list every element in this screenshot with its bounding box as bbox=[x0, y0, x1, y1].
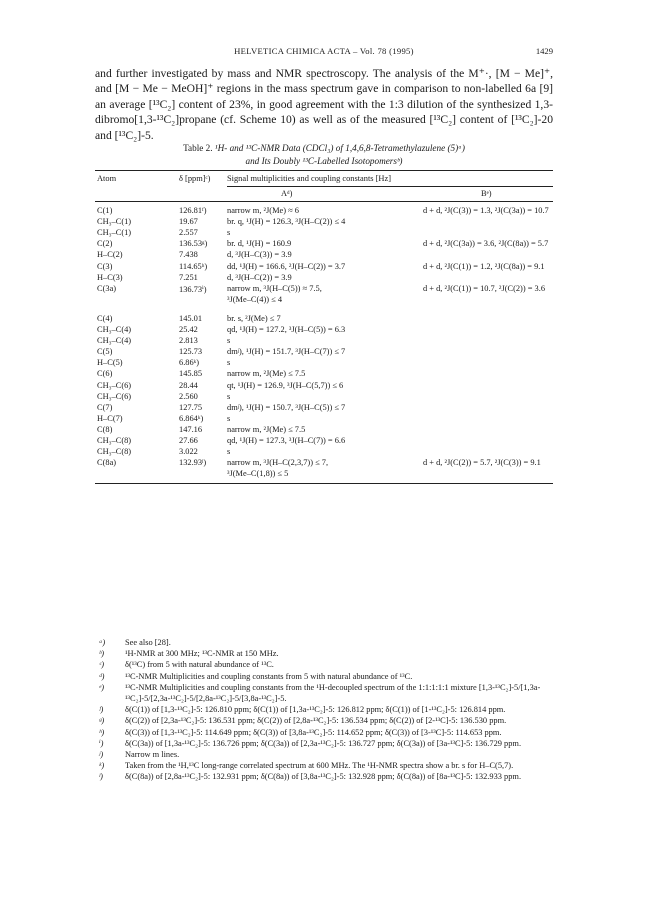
footnote-text: δ(C(8a)) of [2,8a-¹³C₂]-5: 132.931 ppm; δ(C(8a)) of [3,8a-¹³C₂]-5: 132.928 ppm; δ(C(8a)) of [8a-¹³C]-5: 132.933 ppm. bbox=[125, 772, 522, 782]
delta-cell: 2.560 bbox=[179, 391, 198, 401]
multiplicity-a-cell: s bbox=[227, 336, 231, 346]
delta-cell: 6.86ᵏ) bbox=[179, 358, 200, 368]
header-atom: Atom bbox=[97, 174, 117, 183]
table-row bbox=[95, 425, 553, 436]
atom-cell: H–C(3) bbox=[97, 272, 123, 282]
table-row bbox=[95, 273, 553, 284]
caption-title: ¹H- and ¹³C-NMR Data (CDCl₃) of 1,4,6,8-Tetramethylazulene (5)ᵃ) bbox=[214, 143, 465, 153]
table-row bbox=[95, 325, 553, 336]
multiplicity-a-cell: qt, ¹J(H) = 126.9, ³J(H–C(5,7)) ≤ 6 bbox=[227, 380, 344, 390]
footnote bbox=[95, 637, 553, 648]
table-row bbox=[95, 414, 553, 425]
delta-cell: 127.75 bbox=[179, 402, 203, 412]
table-row bbox=[95, 295, 553, 306]
journal-title: HELVETICA CHIMICA ACTA – Vol. 78 (1995) bbox=[234, 46, 414, 56]
caption-line-2: and Its Doubly ¹³C-Labelled Isotopomersᵇ) bbox=[245, 155, 403, 166]
footnote-mark: ᵈ) bbox=[99, 671, 105, 681]
atom-cell: C(4) bbox=[97, 313, 113, 323]
multiplicity-a-cell: dmʲ), ¹J(H) = 150.7, ³J(H–C(5)) ≤ 7 bbox=[227, 402, 346, 412]
footnote-mark: ᵇ) bbox=[99, 649, 105, 659]
footnote-mark: ˡ) bbox=[99, 772, 103, 782]
intro-paragraph: and further investigated by mass and NMR spectroscopy. The analysis of the M⁺·, [M − Me]⁺, and [M − Me − MeOH]⁺ regions in the mass spectrum gave in comparison to non-labelled 6a [9] an average [¹³C₂] content of 23%, in good agreement with the 1:3 dilution of the synthesized 1,3-dibromo[1,3-¹³C₂]propane (cf. Scheme 10) as well as of the measured [¹³C₂] content of [¹³C₂]-20 and [¹³C₂]-5. bbox=[95, 67, 553, 142]
footnote-text: δ(C(3)) of [1,3-¹³C₂]-5: 114.649 ppm; δ(C(3)) of [3,8a-¹³C₂]-5: 114.652 ppm; δ(C(3)) of [3-¹³C]-5: 114.653 ppm. bbox=[125, 727, 502, 737]
delta-cell: 6.864ᵏ) bbox=[179, 413, 204, 423]
multiplicity-a-cell: narrow m, ²J(Me) ≤ 7.5 bbox=[227, 369, 306, 379]
footnote-text: ¹³C-NMR Multiplicities and coupling constants from 5 with natural abundance of ¹³C. bbox=[125, 671, 413, 681]
header-signal: Signal multiplicities and coupling constants [Hz] bbox=[227, 174, 391, 183]
footnote bbox=[95, 771, 553, 782]
multiplicity-a-cell: s bbox=[227, 447, 231, 457]
table-row bbox=[95, 314, 553, 325]
atom-cell: CH₃–C(4) bbox=[97, 325, 132, 334]
multiplicity-b-cell: d + d, ²J(C(1)) = 1.2, ²J(C(8a)) = 9.1 bbox=[423, 261, 545, 271]
caption-lead: Table 2. bbox=[183, 143, 213, 153]
multiplicity-a-cell: br. s, ²J(Me) ≤ 7 bbox=[227, 313, 281, 323]
multiplicity-a-cell: ³J(Me–C(1,8)) ≤ 5 bbox=[227, 469, 289, 479]
atom-cell: C(8) bbox=[97, 424, 113, 434]
delta-cell: 2.557 bbox=[179, 228, 198, 238]
table-row bbox=[95, 381, 553, 392]
table-row bbox=[95, 250, 553, 261]
delta-cell: 7.438 bbox=[179, 250, 198, 260]
footnote bbox=[95, 671, 553, 682]
table-bottom-rule bbox=[95, 483, 553, 484]
table-row bbox=[95, 392, 553, 403]
footnote-mark: ʰ) bbox=[99, 727, 105, 737]
atom-cell: C(8a) bbox=[97, 458, 117, 468]
multiplicity-b-cell: d + d, ²J(C(1)) = 10.7, ²J(C(2)) = 3.6 bbox=[423, 283, 546, 293]
table-row bbox=[95, 228, 553, 239]
delta-cell: 145.85 bbox=[179, 369, 203, 379]
table-row bbox=[95, 347, 553, 358]
multiplicity-a-cell: dd, ¹J(H) = 166.6, ²J(H–C(2)) = 3.7 bbox=[227, 261, 346, 271]
footnote-mark: ᵍ) bbox=[99, 716, 105, 726]
footnote bbox=[95, 715, 553, 726]
delta-cell: 27.66 bbox=[179, 436, 198, 445]
delta-cell: 126.81ᶠ) bbox=[179, 206, 207, 215]
table-row bbox=[95, 403, 553, 414]
delta-cell: 114.65ʰ) bbox=[179, 261, 208, 271]
multiplicity-a-cell: d, ³J(H–C(2)) = 3.9 bbox=[227, 272, 292, 282]
delta-cell: 136.73ⁱ) bbox=[179, 284, 207, 294]
header-sub-rule bbox=[227, 186, 553, 187]
delta-cell: 2.813 bbox=[179, 336, 198, 346]
atom-cell: CH₃–C(8) bbox=[97, 447, 132, 457]
atom-cell: C(2) bbox=[97, 239, 113, 249]
multiplicity-a-cell: ³J(Me–C(4)) ≤ 4 bbox=[227, 294, 283, 304]
footnote-text: δ(C(1)) of [1,3-¹³C₂]-5: 126.810 ppm; δ(C(1)) of [1,3a-¹³C₂]-5: 126.812 ppm; δ(C(1)) of [1-¹³C₂]-5: 126.814 ppm. bbox=[125, 705, 506, 715]
delta-cell: 136.53ᵍ) bbox=[179, 239, 208, 249]
delta-cell: 132.93ˡ) bbox=[179, 458, 207, 468]
footnote-text: Taken from the ¹H,¹³C long-range correlated spectrum at 600 MHz. The ¹H-NMR spectra show a br. s for H–C(5,7). bbox=[125, 761, 514, 771]
footnote-mark: ᶠ) bbox=[99, 705, 104, 715]
caption-line-1 bbox=[95, 142, 553, 155]
multiplicity-a-cell: dmʲ), ¹J(H) = 151.7, ³J(H–C(7)) ≤ 7 bbox=[227, 347, 346, 357]
multiplicity-a-cell: br. q, ¹J(H) = 126.3, ³J(H–C(2)) ≤ 4 bbox=[227, 217, 346, 227]
footnote-mark: ʲ) bbox=[99, 750, 104, 760]
delta-cell: 19.67 bbox=[179, 217, 198, 227]
multiplicity-a-cell: qd, ¹J(H) = 127.3, ³J(H–C(7)) = 6.6 bbox=[227, 436, 346, 445]
multiplicity-b-cell: d + d, ²J(C(3a)) = 3.6, ²J(C(8a)) = 5.7 bbox=[423, 239, 549, 249]
footnote bbox=[95, 738, 553, 749]
table-row bbox=[95, 469, 553, 480]
footnote-mark: ᶜ) bbox=[99, 660, 104, 670]
atom-cell: CH₃–C(1) bbox=[97, 228, 132, 238]
table-row bbox=[95, 336, 553, 347]
atom-cell: C(1) bbox=[97, 206, 113, 215]
footnote-text: δ(¹³C) from 5 with natural abundance of ¹³C. bbox=[125, 660, 274, 670]
footnote bbox=[95, 682, 553, 704]
table-row bbox=[95, 447, 553, 458]
multiplicity-a-cell: qd, ¹J(H) = 127.2, ³J(H–C(5)) = 6.3 bbox=[227, 325, 346, 334]
multiplicity-a-cell: d, ³J(H–C(3)) = 3.9 bbox=[227, 250, 292, 260]
multiplicity-a-cell: s bbox=[227, 391, 231, 401]
footnote bbox=[95, 760, 553, 771]
header-delta: δ [ppm]ᶜ) bbox=[179, 174, 211, 183]
atom-cell: C(3) bbox=[97, 261, 113, 271]
footnote-mark: ⁱ) bbox=[99, 738, 104, 748]
atom-cell: CH₃–C(8) bbox=[97, 436, 132, 445]
atom-cell: CH₃–C(4) bbox=[97, 336, 132, 346]
multiplicity-a-cell: s bbox=[227, 228, 231, 238]
multiplicity-a-cell: br. d, ¹J(H) = 160.9 bbox=[227, 239, 292, 249]
table-row bbox=[95, 217, 553, 228]
table-caption bbox=[95, 142, 553, 167]
footnote-text: ¹³C-NMR Multiplicities and coupling constants from the ¹H-decoupled spectrum of the 1:1:1:1:1 mixture [1,3-¹³C₂]-5/[1,3a-¹³C₂]-5/[2,3a-¹³C₂]-5/[2,8a-¹³C₂]-5/[3,8a-¹³C₂]-5. bbox=[125, 682, 541, 704]
atom-cell: C(5) bbox=[97, 347, 113, 357]
header-sub-b: Bᵉ) bbox=[481, 189, 492, 198]
atom-cell: H–C(2) bbox=[97, 250, 123, 260]
header-sub-a: Aᵈ) bbox=[281, 189, 293, 198]
footnote-text: δ(C(2)) of [2,3a-¹³C₂]-5: 136.531 ppm; δ(C(2)) of [2,8a-¹³C₂]-5: 136.534 ppm; δ(C(2)) of [2-¹³C]-5: 136.530 ppm. bbox=[125, 716, 507, 726]
multiplicity-a-cell: narrow m, ²J(Me) ≤ 7.5 bbox=[227, 424, 306, 434]
multiplicity-a-cell: s bbox=[227, 413, 231, 423]
multiplicity-a-cell: narrow m, ²J(Me) ≈ 6 bbox=[227, 206, 299, 215]
delta-cell: 125.73 bbox=[179, 347, 203, 357]
footnote-mark: ᵉ) bbox=[99, 682, 104, 692]
table-row bbox=[95, 436, 553, 447]
delta-cell: 3.022 bbox=[179, 447, 198, 457]
header-bottom-rule bbox=[95, 201, 553, 202]
table-row bbox=[95, 369, 553, 380]
footnote-text: δ(C(3a)) of [1,3a-¹³C₂]-5: 136.726 ppm; δ(C(3a)) of [2,3a-¹³C₂]-5: 136.727 ppm; δ(C(3a)) of [3a-¹³C]-5: 136.729 ppm. bbox=[125, 738, 522, 748]
atom-cell: CH₃–C(6) bbox=[97, 391, 132, 401]
delta-cell: 28.44 bbox=[179, 380, 198, 390]
multiplicity-a-cell: s bbox=[227, 358, 231, 368]
footnote-text: Narrow m lines. bbox=[125, 750, 180, 760]
table-row bbox=[95, 284, 553, 295]
delta-cell: 25.42 bbox=[179, 325, 198, 334]
footnote bbox=[95, 727, 553, 738]
atom-cell: CH₃–C(6) bbox=[97, 380, 132, 390]
multiplicity-a-cell: narrow m, ³J(H–C(5)) ≈ 7.5, bbox=[227, 283, 322, 293]
delta-cell: 147.16 bbox=[179, 424, 203, 434]
atom-cell: H–C(7) bbox=[97, 413, 123, 423]
footnote-mark: ᵏ) bbox=[99, 761, 105, 771]
delta-cell: 145.01 bbox=[179, 313, 203, 323]
table-row bbox=[95, 239, 553, 250]
page-number: 1429 bbox=[535, 46, 553, 56]
table-row bbox=[95, 262, 553, 273]
footnote-text: ¹H-NMR at 300 MHz; ¹³C-NMR at 150 MHz. bbox=[125, 649, 279, 659]
footnote bbox=[95, 749, 553, 760]
atom-cell: C(3a) bbox=[97, 283, 117, 293]
footnote-text: See also [28]. bbox=[125, 638, 171, 647]
footnotes bbox=[95, 637, 553, 783]
footnote bbox=[95, 648, 553, 659]
multiplicity-b-cell: d + d, ²J(C(3)) = 1.3, ²J(C(3a)) = 10.7 bbox=[423, 206, 549, 215]
delta-cell: 7.251 bbox=[179, 272, 198, 282]
footnote-mark: ᵃ) bbox=[99, 638, 106, 647]
atom-cell: CH₃–C(1) bbox=[97, 217, 132, 227]
footnote bbox=[95, 704, 553, 715]
multiplicity-b-cell: d + d, ²J(C(2)) = 5.7, ²J(C(3)) = 9.1 bbox=[423, 458, 541, 468]
table-row bbox=[95, 206, 553, 217]
atom-cell: C(6) bbox=[97, 369, 113, 379]
running-head bbox=[95, 46, 553, 60]
table-row bbox=[95, 458, 553, 469]
multiplicity-a-cell: narrow m, ³J(H–C(2,3,7)) ≤ 7, bbox=[227, 458, 329, 468]
table-top-rule bbox=[95, 170, 553, 171]
atom-cell: C(7) bbox=[97, 402, 113, 412]
atom-cell: H–C(5) bbox=[97, 358, 123, 368]
footnote bbox=[95, 659, 553, 670]
table-row bbox=[95, 358, 553, 369]
